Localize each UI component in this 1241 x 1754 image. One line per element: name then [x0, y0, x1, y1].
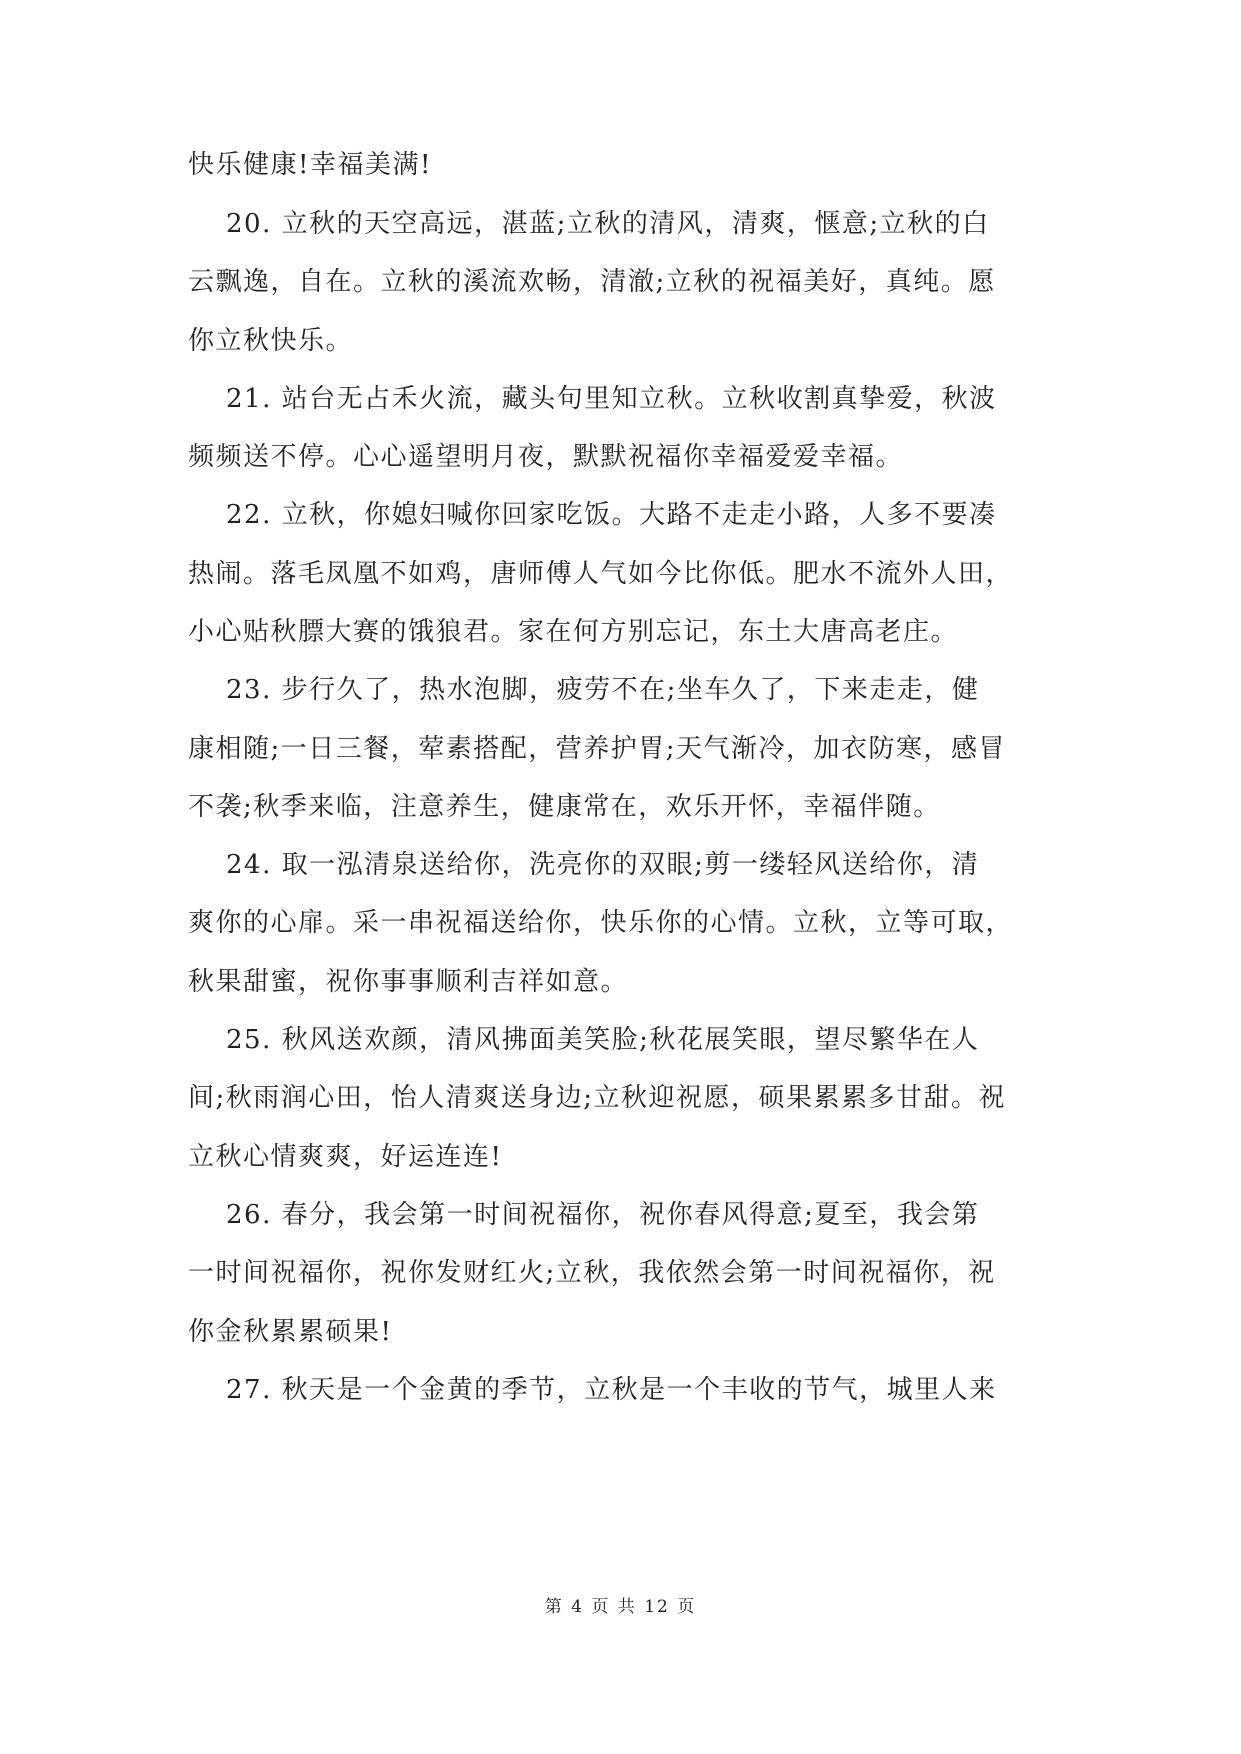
paragraph-22-line: 热闹。落毛凤凰不如鸡，唐师傅人气如今比你低。肥水不流外人田，	[188, 559, 1014, 589]
paragraph-25-line: 25. 秋风送欢颜，清风拂面美笑脸;秋花展笑眼，望尽繁华在人	[226, 1025, 980, 1055]
paragraph-24-line: 24. 取一泓清泉送给你，洗亮你的双眼;剪一缕轻风送给你，清	[226, 850, 980, 880]
paragraph-27-line: 27. 秋天是一个金黄的季节，立秋是一个丰收的节气，城里人来	[226, 1375, 997, 1405]
paragraph-line: 快乐健康!幸福美满!	[188, 150, 432, 180]
paragraph-23-line: 不袭;秋季来临，注意养生，健康常在，欢乐开怀，幸福伴随。	[188, 792, 941, 822]
page-footer: 第 4 页 共 12 页	[544, 1597, 697, 1617]
paragraph-23-line: 23. 步行久了，热水泡脚，疲劳不在;坐车久了，下来走走，健	[226, 675, 980, 705]
paragraph-21-line: 频频送不停。心心遥望明月夜，默默祝福你幸福爱爱幸福。	[188, 442, 904, 472]
paragraph-25-line: 立秋心情爽爽，好运连连!	[188, 1142, 503, 1172]
paragraph-24-line: 爽你的心扉。采一串祝福送给你，快乐你的心情。立秋，立等可取，	[188, 908, 1014, 938]
paragraph-20-line: 你立秋快乐。	[188, 326, 354, 356]
paragraph-26-line: 你金秋累累硕果!	[188, 1317, 393, 1347]
paragraph-22-line: 小心贴秋膘大赛的饿狼君。家在何方别忘记，东土大唐高老庄。	[188, 617, 959, 647]
paragraph-24-line: 秋果甜蜜，祝你事事顺利吉祥如意。	[188, 967, 629, 997]
paragraph-25-line: 间;秋雨润心田，怡人清爽送身边;立秋迎祝愿，硕果累累多甘甜。祝	[188, 1083, 1007, 1113]
paragraph-20-line: 20. 立秋的天空高远，湛蓝;立秋的清风，清爽，惬意;立秋的白	[226, 209, 990, 239]
paragraph-26-line: 一时间祝福你，祝你发财红火;立秋，我依然会第一时间祝福你，祝	[188, 1258, 996, 1288]
paragraph-21-line: 21. 站台无占禾火流，藏头句里知立秋。立秋收割真挚爱，秋波	[226, 384, 997, 414]
paragraph-23-line: 康相随;一日三餐，荤素搭配，营养护胃;天气渐冷，加衣防寒，感冒	[188, 734, 1007, 764]
paragraph-26-line: 26. 春分，我会第一时间祝福你，祝你春风得意;夏至，我会第	[226, 1200, 980, 1230]
paragraph-20-line: 云飘逸，自在。立秋的溪流欢畅，清澈;立秋的祝福美好，真纯。愿	[188, 267, 996, 297]
paragraph-22-line: 22. 立秋，你媳妇喊你回家吃饭。大路不走走小路，人多不要凑	[226, 500, 997, 530]
